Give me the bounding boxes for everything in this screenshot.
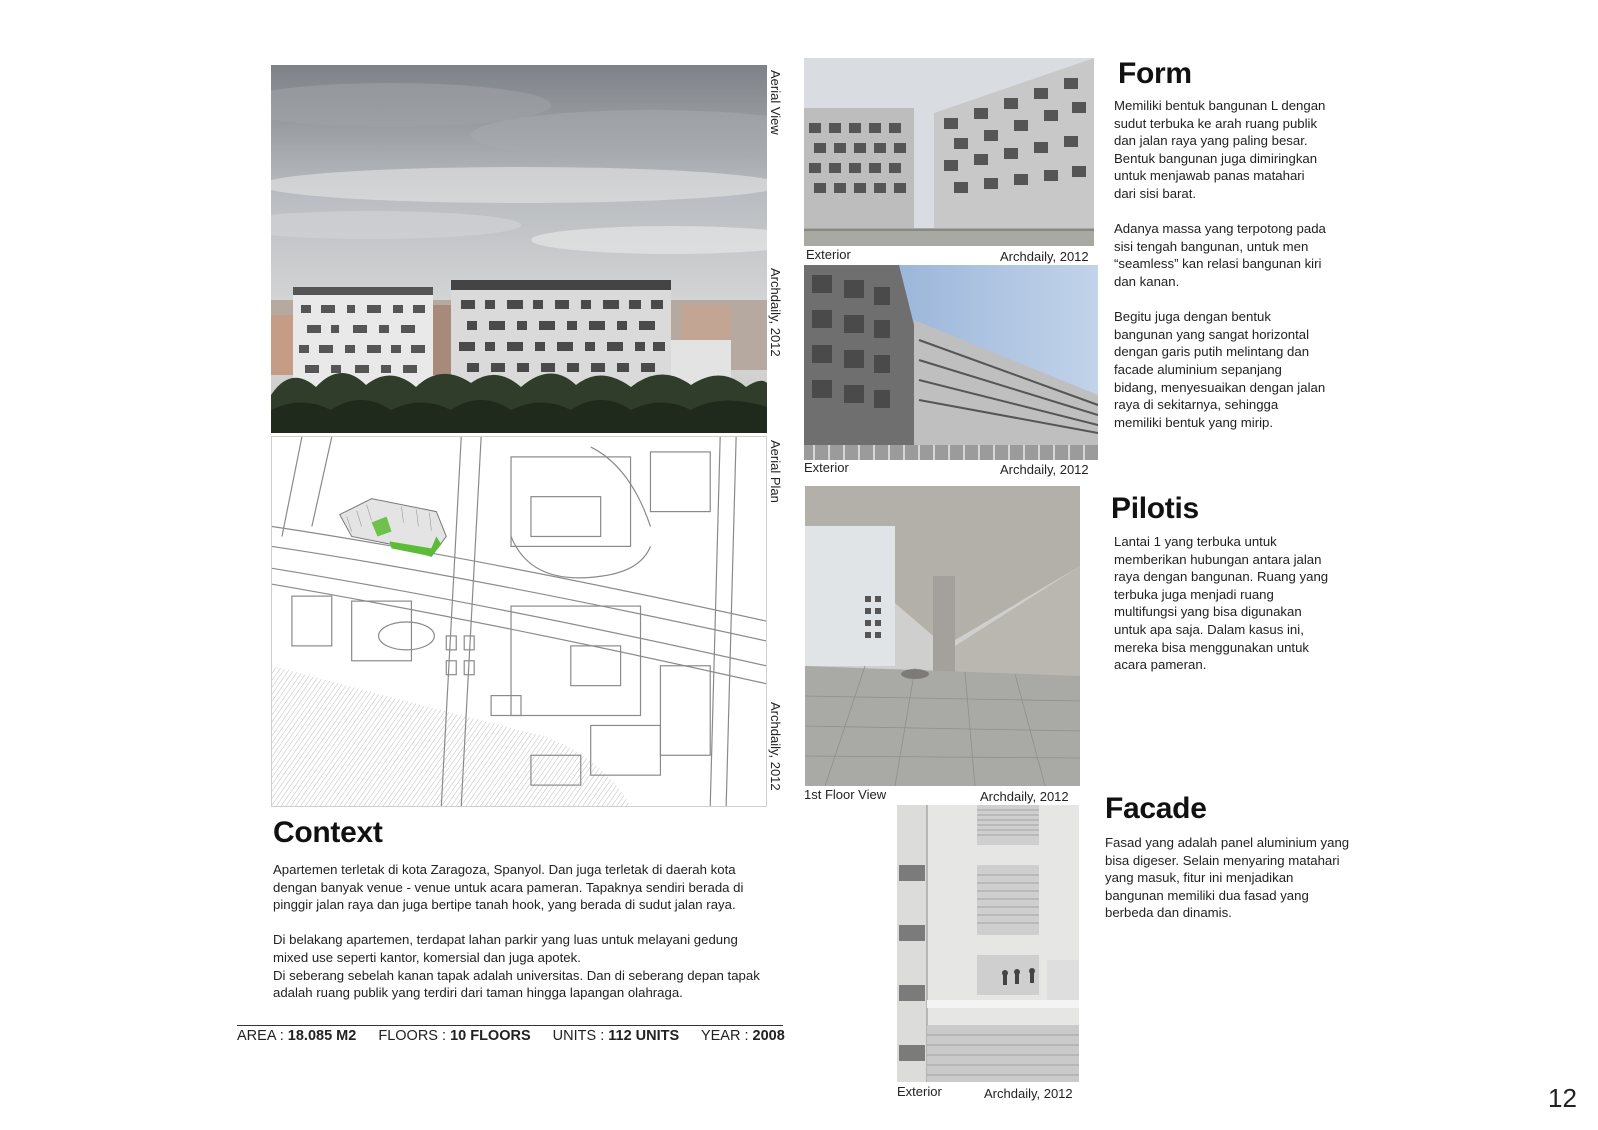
area-value: 18.085 M2 [287,1028,357,1044]
aerial-view-label: Aerial View [768,70,783,135]
form-heading: Form [1118,57,1192,90]
floors-value: 10 FLOORS [450,1028,531,1044]
aerial-plan-label: Aerial Plan [768,440,783,503]
aerial-plan-drawing [271,436,767,807]
aerial-view-photo [271,65,767,433]
units-label: UNITS : [552,1028,609,1044]
exterior-2-credit: Archdaily, 2012 [1000,462,1089,477]
first-floor-credit: Archdaily, 2012 [980,789,1069,804]
exterior-2-label: Exterior [804,460,849,475]
exterior-1-credit: Archdaily, 2012 [1000,249,1089,264]
exterior-3-credit: Archdaily, 2012 [984,1086,1073,1101]
floors-label: FLOORS : [378,1028,451,1044]
form-text: Memiliki bentuk bangunan L dengan sudut terbuka ke arah ruang publik dan jalan raya yang paling besar. Bentuk bangunan juga dimiringkan untuk menjawab panas matahari dari sisi barat. Adanya massa yang terpotong pada sisi tengah bangunan, untuk men “seamless” kan relasi bangunan kiri dan kanan. Begitu juga dengan bentuk bangunan yang sangat horizontal dengan garis putih melintang dan facade aluminium sepanjang bidang, menyesuaikan dengan jalan raya di sekitarnya, sehingga memiliki bentuk yang mirip. [1114,98,1326,430]
pilotis-heading: Pilotis [1111,492,1199,525]
year-label: YEAR : [700,1028,753,1044]
project-stats [237,1028,785,1044]
year-value: 2008 [752,1028,785,1044]
first-floor-photo [805,486,1080,786]
context-heading: Context [273,816,383,849]
exterior-photo-2 [804,265,1098,460]
aerial-plan-credit: Archdaily, 2012 [768,702,783,791]
exterior-3-label: Exterior [897,1084,942,1099]
units-value: 112 UNITS [608,1028,680,1044]
area-label: AREA : [237,1028,288,1044]
stats-divider [237,1025,783,1026]
first-floor-label: 1st Floor View [804,787,887,802]
facade-heading: Facade [1105,792,1207,825]
exterior-1-label: Exterior [806,247,851,262]
facade-text: Fasad yang adalah panel aluminium yang bisa digeser. Selain menyaring matahari yang masuk, fitur ini menjadikan bangunan memiliki dua fasad yang berbeda dan dinamis. [1105,835,1350,921]
exterior-photo-3 [897,805,1079,1082]
page-number: 12 [1548,1083,1577,1113]
aerial-view-credit: Archdaily, 2012 [768,268,783,357]
exterior-photo-1 [804,58,1094,246]
pilotis-text: Lantai 1 yang terbuka untuk memberikan hubungan antara jalan raya dengan bangunan. Ruang yang terbuka juga menjadi ruang multifungsi yang bisa digunakan untuk apa saja. Dalam kasus ini, mereka bisa menggunakan untuk acara pameran. [1114,534,1329,673]
context-text: Apartemen terletak di kota Zaragoza, Spanyol. Dan juga terletak di daerah kota dengan banyak venue - venue untuk acara pameran. Tapaknya sendiri berada di pinggir jalan raya dan juga bertipe tanah hook, yang berada di sudut jalan raya. Di belakang apartemen, terdapat lahan parkir yang luas untuk melayani gedung mixed use seperti kantor, komersial dan juga apotek. Di seberang sebelah kanan tapak adalah universitas. Dan di seberang depan tapak adalah ruang publik yang terdiri dari taman hingga lapangan olahraga. [273,862,760,1001]
